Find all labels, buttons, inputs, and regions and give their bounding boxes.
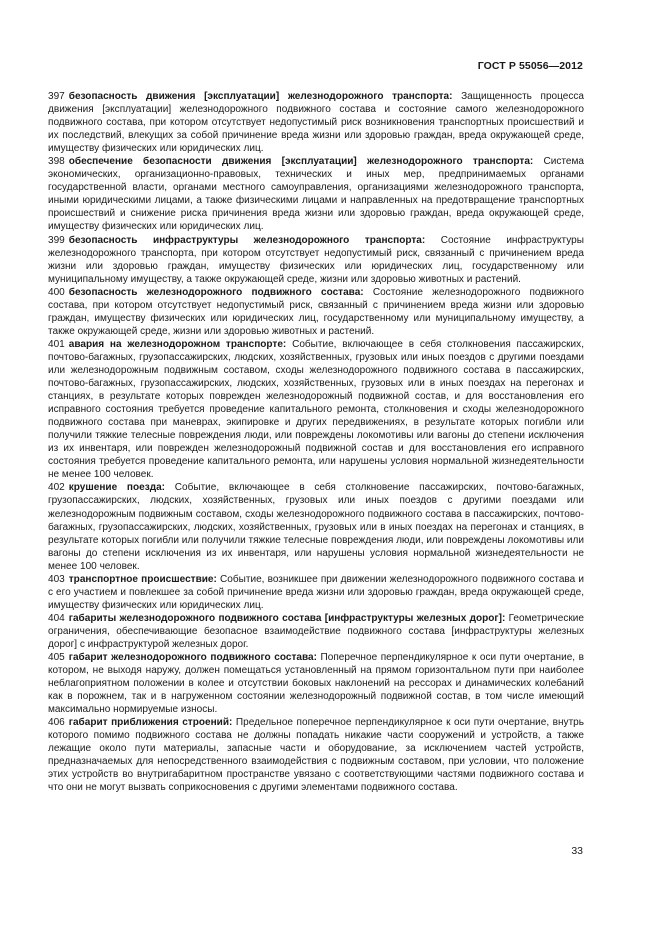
glossary-entry-399 xyxy=(48,234,584,286)
entry-definition: Состояние железнодорожного подвижного состава, при котором отсутствует недопустимый риск, связанный с причинением вреда жизни или здоровью граждан, имуществу физических или юридических лиц, государственному или муниципальному имуществу, а также окружающей среде, жизни или здоровью животных и растений. xyxy=(48,286,584,337)
entry-term: крушение поезда: xyxy=(68,482,166,494)
entry-number: 404 xyxy=(48,612,65,624)
glossary-entry-397 xyxy=(48,90,584,155)
glossary-entry-403 xyxy=(48,573,584,612)
entry-definition: Геометрические ограничения, обеспечивающие безопасное взаимодействие подвижного состава [инфраструктуры железных дорог] с инфраструктурой железных дорог. xyxy=(48,612,585,650)
entry-definition: Поперечное перпендикулярное к оси пути очертание, в котором, не выходя наружу, должен помещаться установленный на прямом горизонтальном пути при наиболее неблагоприятном положении в колее и отсутствии боковых наклонений на рессорах и динамических колебаний как в порожнем, так и в нагруженном состоянии железнодорожный подвижной состав, в том числе имеющий максимально нормируемые износы. xyxy=(48,652,584,716)
entry-definition: Состояние инфраструктуры железнодорожного транспорта, при котором отсутствует недопустимый риск, связанный с причинением вреда жизни или здоровью граждан, имуществу физических или юридических лиц, государственному или муниципальному имуществу, а также окружающей среде, жизни или здоровью животных и растений. xyxy=(48,234,584,285)
glossary-entry-402 xyxy=(48,481,584,572)
entry-number: 397 xyxy=(48,91,65,102)
page-number: 33 xyxy=(571,845,583,857)
entry-definition: Система экономических, организационно-правовых, технических и иных мер, предпринимаемых органами государственной власти, органами местного самоуправления, организациями железнодорожного транспорта, иными юридическими лицами, а также физическими лицами и направленных на предотвращение транспортных происшествий и снижение риска причинения вреда жизни или здоровью граждан, вреда окружающей среде, имуществу физических или юридических лиц. xyxy=(48,156,584,233)
entry-definition: Событие, включающее в себя столкновения пассажирских, почтово-багажных, грузопассажирских, людских, хозяйственных, грузовых или иных поездов с другими поездами или железнодорожным подвижным составом, сходы железнодорожного подвижного состава в пассажирских, почтово-багажных, грузопассажирских, людских, хозяйственных, грузовых или в иных поездах на перегонах и станциях, в результате которых поврежден железнодорожный подвижной состав, и для восстановления его исправного состояния требуется проведение капитального ремонта, столкновения и сходы железнодорожного подвижного состава при маневрах, экипировке и других передвижениях, в результате которых погибли или получили тяжкие телесные повреждения люди, или повреждены локомотивы или вагоны до степени исключения из их инвентаря, или поврежден железнодорожный подвижной состав и для восстановления его исправного состояния требуется проведение капитального ремонта, или нарушены условия нормальной жизнедеятельности не менее 100 человек. xyxy=(48,338,584,481)
entry-term: безопасность инфраструктуры железнодорожного транспорта: xyxy=(68,234,426,246)
glossary-entry-404 xyxy=(48,612,584,651)
entry-term: габарит железнодорожного подвижного состава: xyxy=(68,652,317,664)
entry-term: безопасность железнодорожного подвижного состава: xyxy=(68,286,364,298)
entry-term: габарит приближения строений: xyxy=(68,717,233,729)
entry-number: 400 xyxy=(48,286,65,298)
entry-term: транспортное происшествие: xyxy=(68,573,217,585)
glossary-entry-400 xyxy=(48,286,584,338)
entry-term: авария на железнодорожном транспорте: xyxy=(68,338,287,350)
entry-definition: Событие, возникшее при движении железнодорожного подвижного состава и с его участием и повлекшее за собой причинение вреда жизни или здоровью граждан, вреда окружающей среде, имуществу физических или юридических лиц. xyxy=(48,573,584,611)
entry-number: 399 xyxy=(48,234,65,246)
entry-number: 402 xyxy=(48,482,65,494)
glossary-entry-406 xyxy=(48,716,584,794)
entry-term: обеспечение безопасности движения [эксплуатации] железнодорожного транспорта: xyxy=(68,156,534,168)
document-id-header: ГОСТ Р 55056—2012 xyxy=(477,60,583,72)
entry-number: 405 xyxy=(48,652,65,664)
entry-number: 398 xyxy=(48,156,65,168)
glossary-entry-405 xyxy=(48,651,584,716)
glossary-entry-398 xyxy=(48,155,584,233)
entry-definition: Предельное поперечное перпендикулярное к оси пути очертание, внутрь которого помимо подвижного состава не должны попадать никакие части сооружений и устройств, а также лежащие около пути материалы, запасные части и оборудование, за исключением частей устройств, предназначаемых для непосредственного взаимодействия с подвижным составом, при условии, что положение этих устройств во внутригабаритном пространстве увязано с соответствующими частями подвижного состава и что они не могут вызвать соприкосновения с другими элементами подвижного состава. xyxy=(48,717,585,794)
entry-term: габариты железнодорожного подвижного состава [инфраструктуры железных дорог]: xyxy=(68,612,506,624)
entry-number: 403 xyxy=(48,573,65,585)
entry-definition: Событие, включающее в себя столкновение пассажирских, почтово-багажных, грузопассажирских, людских, хозяйственных, грузовых или иных поездов с другими поездами или железнодорожным подвижным составом, сходы железнодорожного подвижного состава в пассажирских, почтово-багажных, грузопассажирских, людских, хозяйственных, грузовых или в иных поездах на перегонах и станциях, в результате которых погибли или получили тяжкие телесные повреждения люди, или повреждены локомотивы или вагоны до степени исключения из их инвентаря, или нарушены условия нормальной жизнедеятельности не менее 100 человек. xyxy=(48,482,585,572)
glossary-body xyxy=(48,90,584,795)
entry-number: 401 xyxy=(48,338,65,350)
entry-term: безопасность движения [эксплуатации] железнодорожного транспорта: xyxy=(68,91,453,102)
entry-definition: Защищенность процесса движения [эксплуатации] железнодорожного подвижного состава и состояние самого железнодорожного подвижного состава, при котором отсутствует недопустимый риск возникновения транспортных происшествий и их последствий, влекущих за собой причинение вреда жизни или здоровью граждан, вреда окружающей среде, имуществу физических или юридических лиц. xyxy=(48,91,585,155)
entry-number: 406 xyxy=(48,717,65,729)
glossary-entry-401 xyxy=(48,338,584,482)
